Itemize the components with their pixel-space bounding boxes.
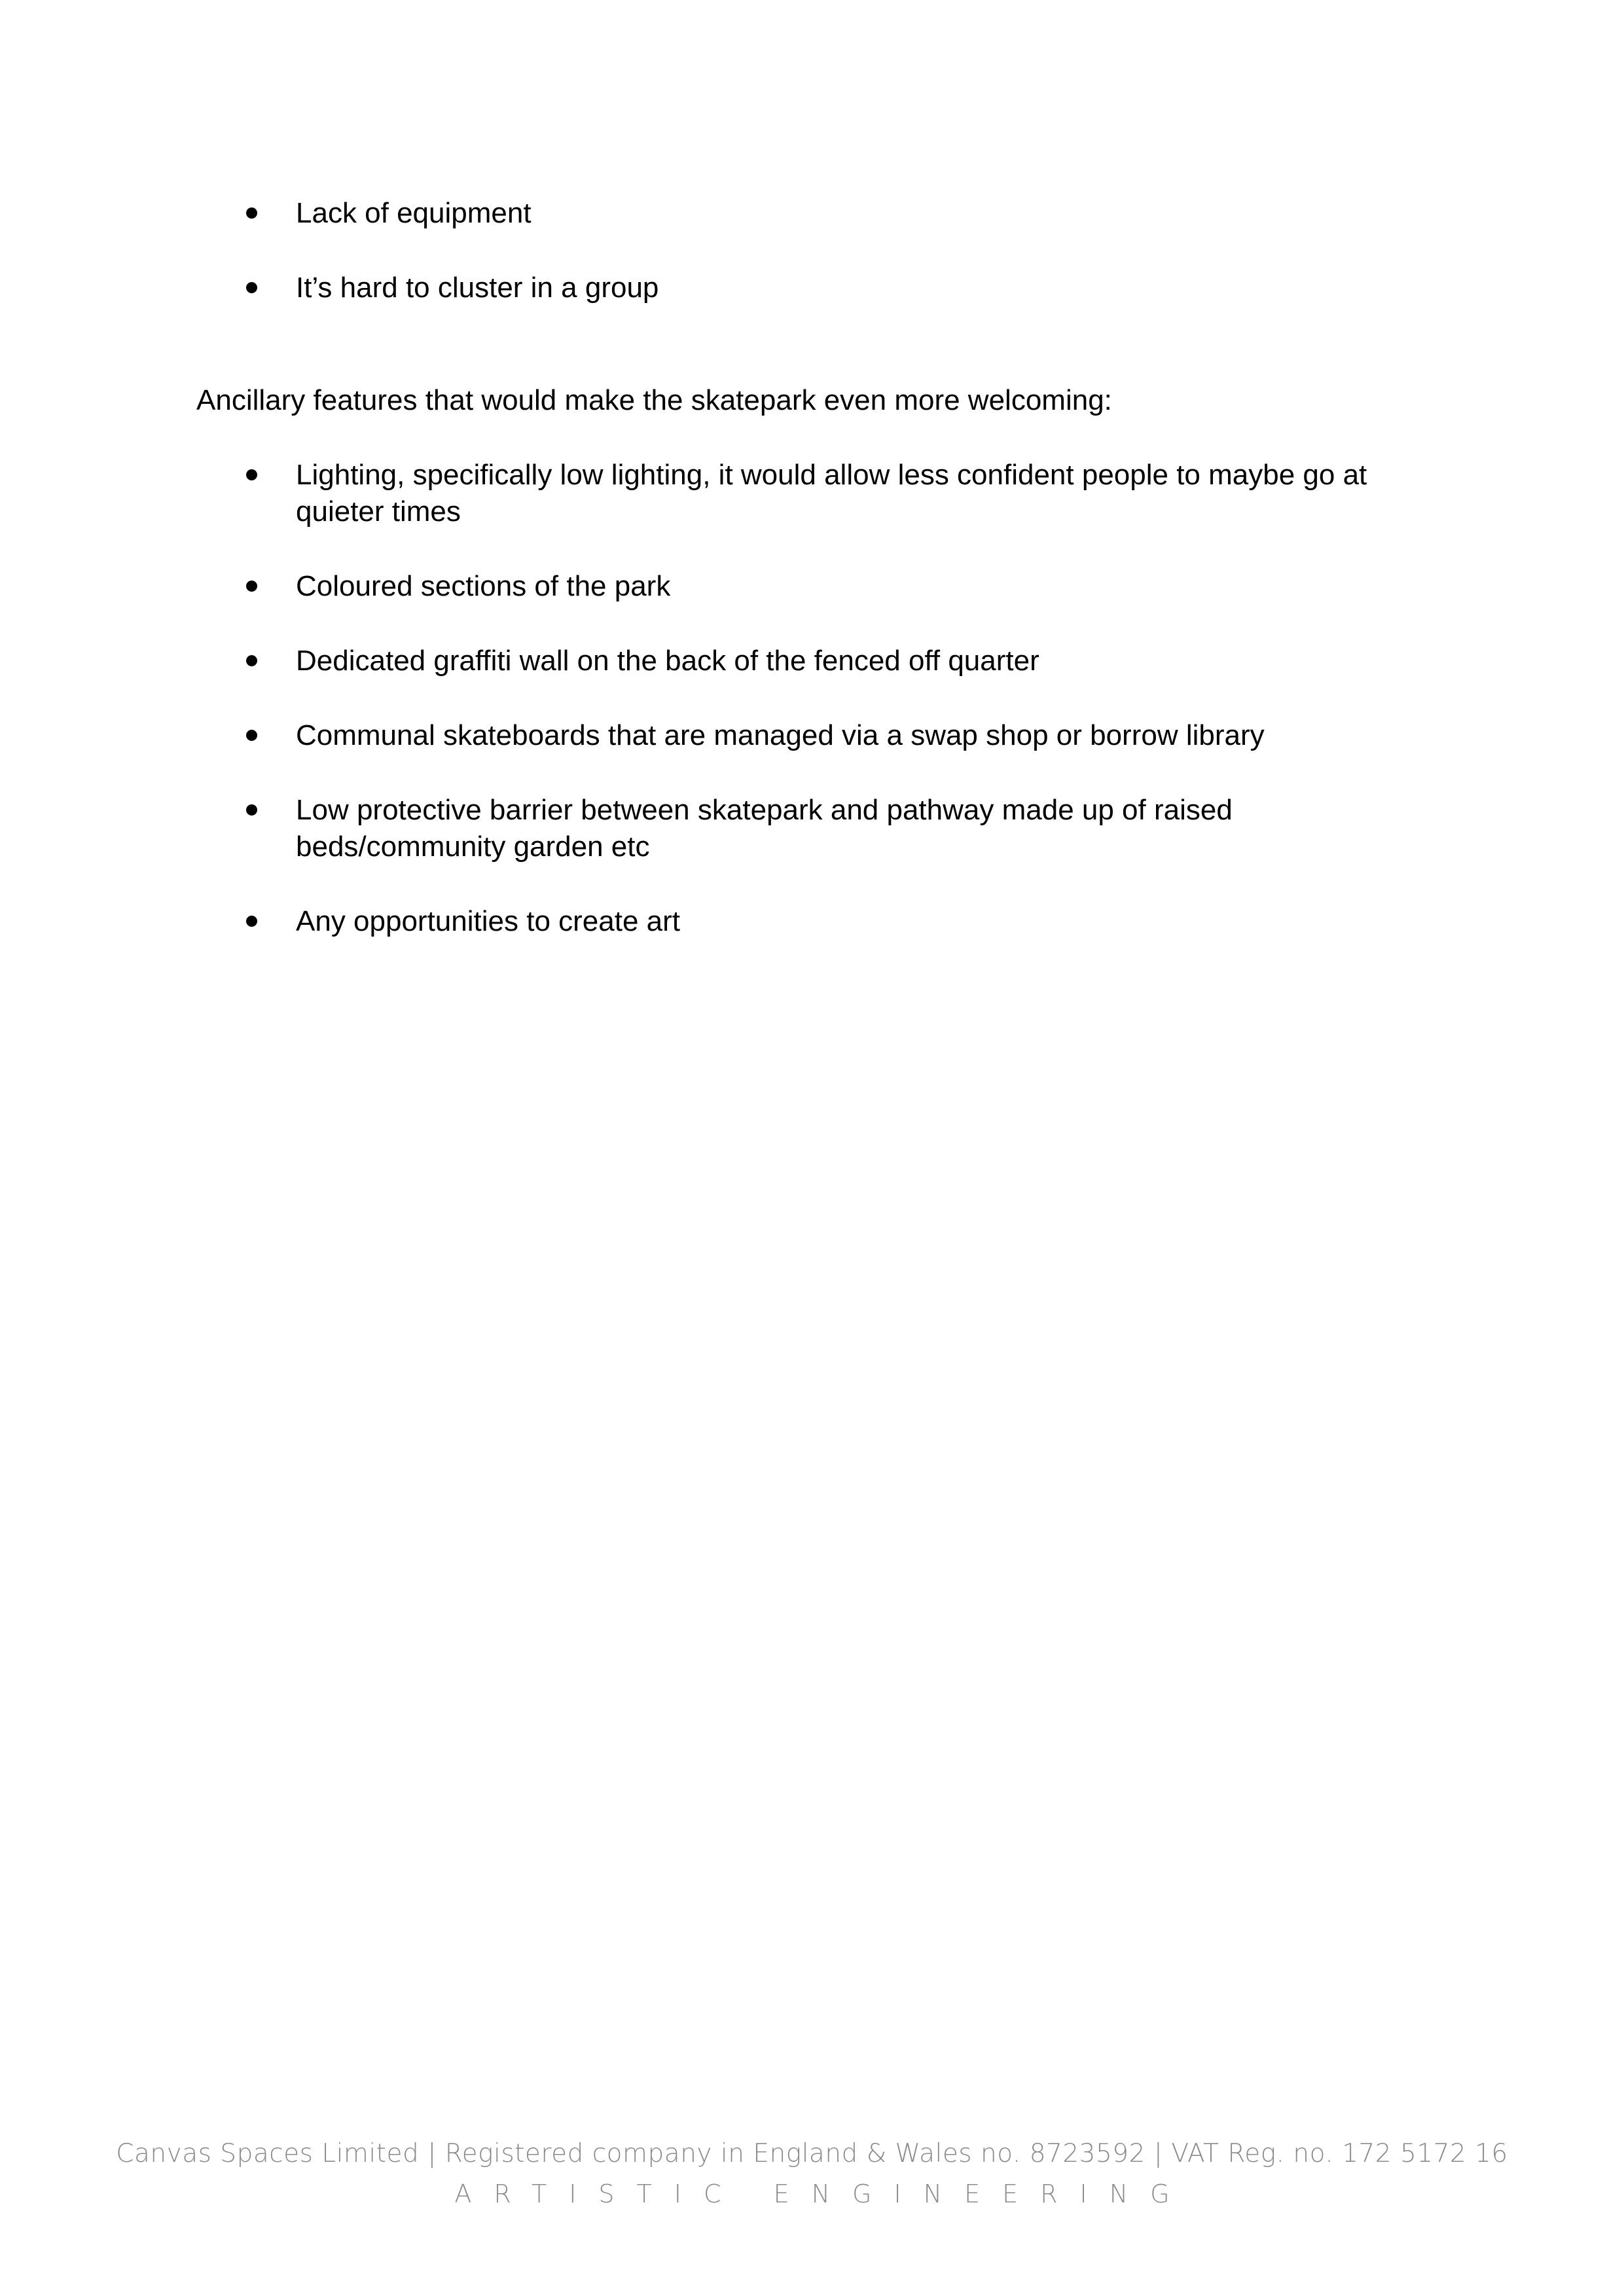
features-list <box>196 457 1440 978</box>
bullet-icon <box>246 655 257 666</box>
list-item-text: Any opportunities to create art <box>296 905 680 937</box>
bullet-icon <box>246 916 257 927</box>
footer-tagline: ARTISTIC ENGINEERING <box>454 2179 1192 2208</box>
features-intro: Ancillary features that would make the skatepark even more welcoming: <box>196 384 1112 416</box>
bullet-icon <box>246 804 257 816</box>
list-item <box>196 568 1440 605</box>
barriers-list <box>196 195 1440 344</box>
list-item <box>196 903 1440 940</box>
list-item <box>196 457 1440 530</box>
list-item-text: Low protective barrier between skatepark and pathway made up of raised beds/community garden etc <box>296 794 1233 863</box>
list-item <box>196 792 1440 865</box>
list-item <box>196 270 1440 306</box>
list-item-text: Lack of equipment <box>296 197 532 229</box>
bullet-icon <box>246 730 257 741</box>
bullet-icon <box>246 581 257 592</box>
list-item <box>196 643 1440 679</box>
list-item-text: It’s hard to cluster in a group <box>296 272 659 304</box>
list-item-text: Dedicated graffiti wall on the back of the fenced off quarter <box>296 645 1039 677</box>
list-item <box>196 717 1440 754</box>
bullet-icon <box>246 207 257 219</box>
bullet-icon <box>246 469 257 480</box>
list-item <box>196 195 1440 232</box>
list-item-text: Communal skateboards that are managed via a swap shop or borrow library <box>296 719 1265 751</box>
bullet-icon <box>246 282 257 293</box>
list-item-text: Lighting, specifically low lighting, it would allow less confident people to maybe go at quieter times <box>296 459 1367 528</box>
footer-company-info: Canvas Spaces Limited | Registered company in England & Wales no. 8723592 | VAT Reg. no. 172 5172 16 <box>116 2139 1508 2168</box>
list-item-text: Coloured sections of the park <box>296 570 671 602</box>
